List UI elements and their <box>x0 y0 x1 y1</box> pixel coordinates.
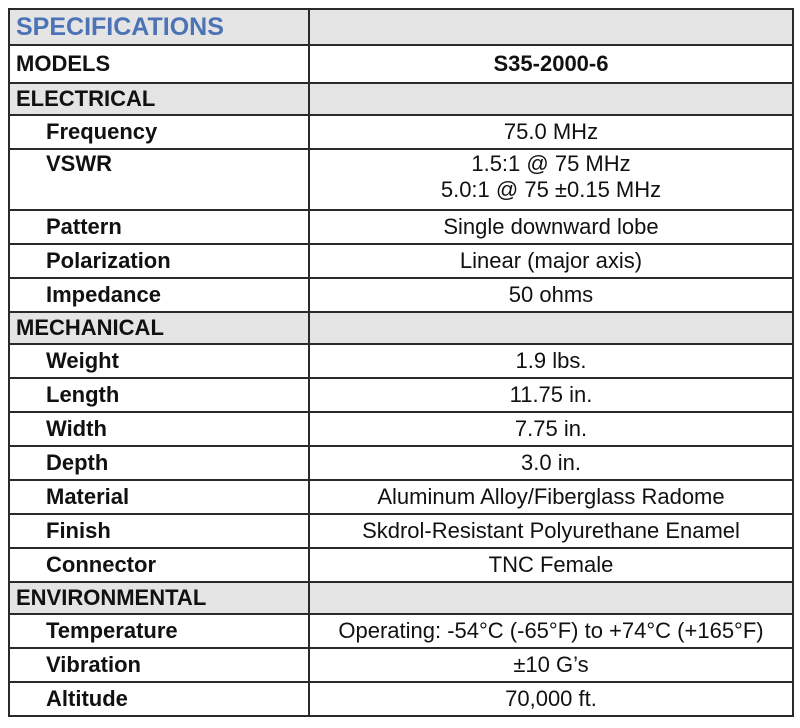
spec-row-length <box>9 378 793 412</box>
spec-row-finish <box>9 514 793 548</box>
spec-label: Depth <box>9 446 309 480</box>
spec-value: Skdrol-Resistant Polyurethane Enamel <box>309 514 793 548</box>
spec-row-connector <box>9 548 793 582</box>
spec-value: 70,000 ft. <box>309 682 793 716</box>
section-blank-cell <box>309 83 793 115</box>
spec-label: Finish <box>9 514 309 548</box>
spec-label: Length <box>9 378 309 412</box>
spec-row-material <box>9 480 793 514</box>
models-label: MODELS <box>9 45 309 83</box>
section-label: ENVIRONMENTAL <box>9 582 309 614</box>
section-electrical <box>9 83 793 115</box>
spec-value: 3.0 in. <box>309 446 793 480</box>
section-mechanical <box>9 312 793 344</box>
spec-row-altitude <box>9 682 793 716</box>
spec-row-vswr <box>9 149 793 210</box>
spec-label: Frequency <box>9 115 309 149</box>
spec-label: Temperature <box>9 614 309 648</box>
spec-value: 50 ohms <box>309 278 793 312</box>
spec-value: 7.75 in. <box>309 412 793 446</box>
spec-row-vibration <box>9 648 793 682</box>
spec-value <box>309 149 793 210</box>
models-value: S35-2000-6 <box>309 45 793 83</box>
spec-label: Connector <box>9 548 309 582</box>
section-environmental <box>9 582 793 614</box>
spec-label: Material <box>9 480 309 514</box>
section-blank-cell <box>309 312 793 344</box>
title-blank-cell <box>309 9 793 45</box>
spec-label: Impedance <box>9 278 309 312</box>
spec-value: ±10 G’s <box>309 648 793 682</box>
spec-row-depth <box>9 446 793 480</box>
spec-value: 11.75 in. <box>309 378 793 412</box>
spec-label: Pattern <box>9 210 309 244</box>
spec-label: Weight <box>9 344 309 378</box>
spec-label: Vibration <box>9 648 309 682</box>
section-label: MECHANICAL <box>9 312 309 344</box>
spec-label: Altitude <box>9 682 309 716</box>
spec-row-polarization <box>9 244 793 278</box>
spec-value: 75.0 MHz <box>309 115 793 149</box>
table-title: SPECIFICATIONS <box>9 9 309 45</box>
spec-value-line: 5.0:1 @ 75 ±0.15 MHz <box>440 177 662 202</box>
spec-value: Linear (major axis) <box>309 244 793 278</box>
spec-row-pattern <box>9 210 793 244</box>
models-row <box>9 45 793 83</box>
spec-row-weight <box>9 344 793 378</box>
spec-row-temperature <box>9 614 793 648</box>
specifications-table <box>8 8 794 717</box>
spec-value-line: 1.5:1 @ 75 MHz <box>471 151 631 176</box>
title-row <box>9 9 793 45</box>
spec-label: Width <box>9 412 309 446</box>
spec-value: Aluminum Alloy/Fiberglass Radome <box>309 480 793 514</box>
spec-row-impedance <box>9 278 793 312</box>
spec-value: TNC Female <box>309 548 793 582</box>
spec-value: Operating: -54°C (-65°F) to +74°C (+165°F) <box>309 614 793 648</box>
spec-value: Single downward lobe <box>309 210 793 244</box>
spec-value: 1.9 lbs. <box>309 344 793 378</box>
spec-label: Polarization <box>9 244 309 278</box>
spec-row-frequency <box>9 115 793 149</box>
spec-label: VSWR <box>9 149 309 210</box>
section-blank-cell <box>309 582 793 614</box>
spec-row-width <box>9 412 793 446</box>
section-label: ELECTRICAL <box>9 83 309 115</box>
